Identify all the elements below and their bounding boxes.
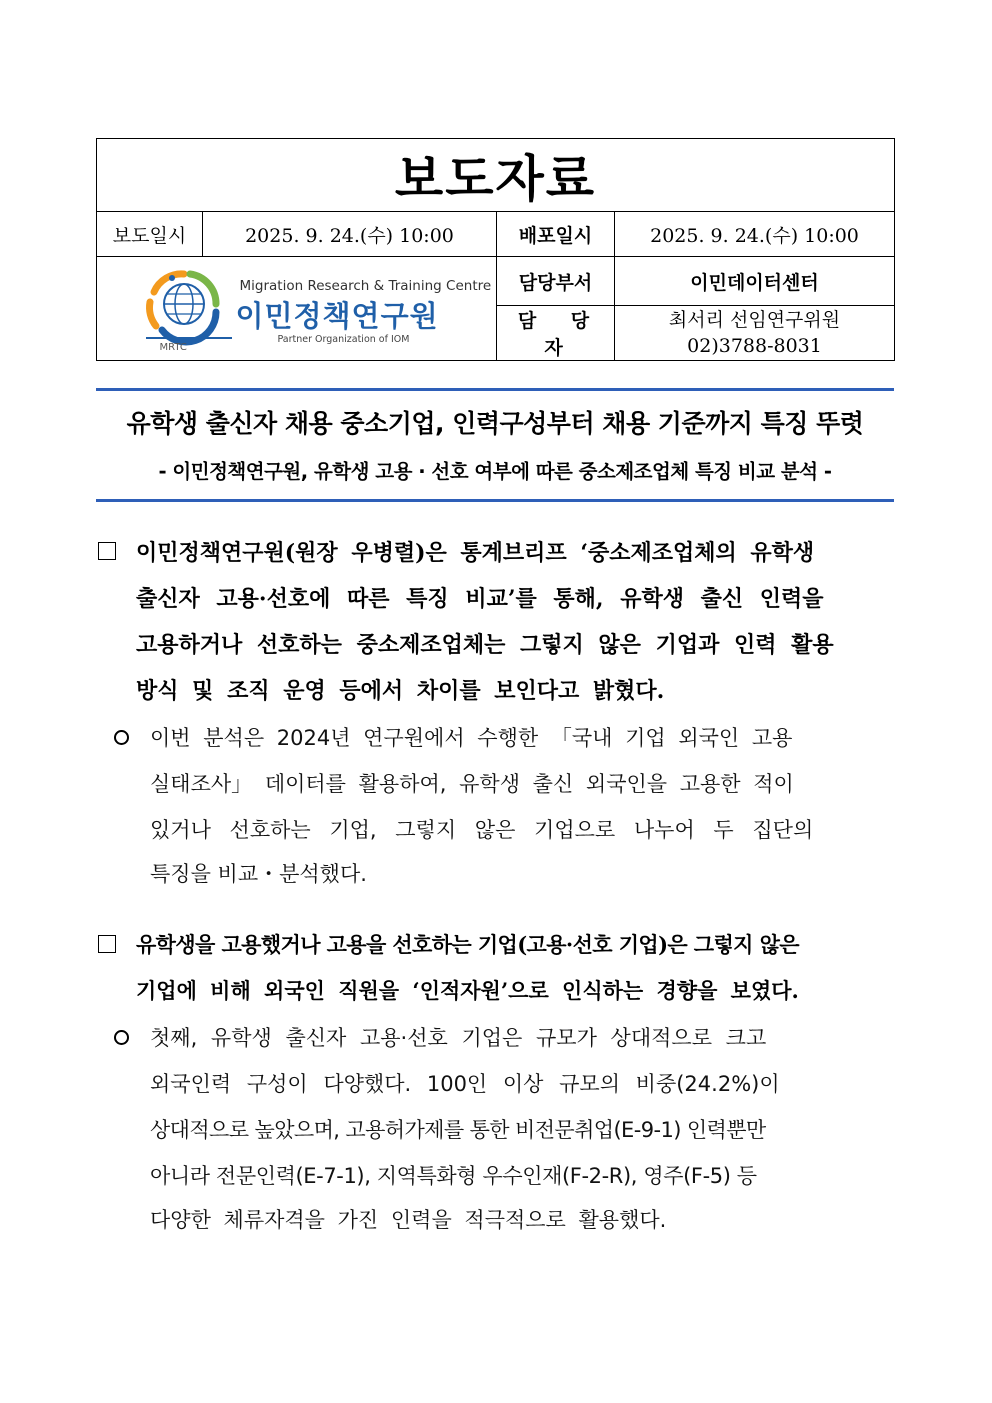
section2-checkbox xyxy=(98,935,116,953)
headline: 유학생 출신자 채용 중소기업, 인력구성부터 채용 기준까지 특징 뚜렷 xyxy=(126,409,864,438)
top-rule xyxy=(96,388,894,391)
distribute-date: 2025. 9. 24.(수) 10:00 xyxy=(615,212,895,257)
section1-checkbox xyxy=(98,542,116,560)
contact-label: 담 당 자 xyxy=(497,306,615,361)
section2-bullet-line-5: 다양한 체류자격을 가진 인력을 적극적으로 활용했다. xyxy=(150,1208,667,1232)
distribute-date-label: 배포일시 xyxy=(497,212,615,257)
section2-bullet-line-3: 상대적으로 높았으며, 고용허가제를 통한 비전문취업(E-9-1) 인력뿐만 xyxy=(150,1118,766,1142)
contact-name: 최서리 선임연구위원 xyxy=(668,309,841,331)
section1-line-1: 이민정책연구원(원장 우병렬)은 통계브리프 ‘중소제조업체의 유학생 xyxy=(136,540,815,566)
section1-bullet xyxy=(114,730,129,745)
logo-korean-name: 이민정책연구원 xyxy=(235,298,439,333)
section1-bullet-line-3: 있거나 선호하는 기업, 그렇지 않은 기업으로 나누어 두 집단의 xyxy=(150,818,814,842)
contact-phone: 02)3788-8031 xyxy=(687,335,822,357)
section2-bullet-line-4: 아니라 전문인력(E-7-1), 지역특화형 우수인재(F-2-R), 영주(F-5) 등 xyxy=(150,1164,757,1188)
subheadline: - 이민정책연구원, 유학생 고용 · 선호 여부에 따른 중소제조업체 특징 비교 분석 - xyxy=(158,460,832,483)
section2-line-1: 유학생을 고용했거나 고용을 선호하는 기업(고용·선호 기업)은 그렇지 않은 xyxy=(136,932,799,957)
release-date: 2025. 9. 24.(수) 10:00 xyxy=(203,212,497,257)
section2-bullet-line-2: 외국인력 구성이 다양했다. 100인 이상 규모의 비중(24.2%)이 xyxy=(150,1072,780,1096)
release-date-label: 보도일시 xyxy=(97,212,203,257)
logo-cell xyxy=(97,257,497,361)
document-title: 보도자료 xyxy=(97,139,895,212)
logo-english-name: Migration Research & Training Centre xyxy=(239,277,492,294)
header-table xyxy=(96,138,895,361)
logo-abbr: MRTC xyxy=(159,341,187,353)
mrtc-logo xyxy=(132,264,492,354)
bottom-rule xyxy=(96,499,894,502)
section1-line-2: 출신자 고용·선호에 따른 특징 비교’를 통해, 유학생 출신 인력을 xyxy=(136,586,824,612)
section1-bullet-line-2: 실태조사」 데이터를 활용하여, 유학생 출신 외국인을 고용한 적이 xyxy=(150,772,794,796)
section1-line-4: 방식 및 조직 운영 등에서 차이를 보인다고 밝혔다. xyxy=(136,678,665,704)
dept-label: 담당부서 xyxy=(497,257,615,306)
contact-value xyxy=(615,306,895,361)
section1-bullet-line-4: 특징을 비교・분석했다. xyxy=(150,862,367,886)
dept-value: 이민데이터센터 xyxy=(615,257,895,306)
section2-bullet xyxy=(114,1030,129,1045)
section2-bullet-line-1: 첫째, 유학생 출신자 고용·선호 기업은 규모가 상대적으로 크고 xyxy=(150,1026,767,1050)
logo-subtitle: Partner Organization of IOM xyxy=(277,333,410,345)
section2-line-2: 기업에 비해 외국인 직원을 ‘인적자원’으로 인식하는 경향을 보였다. xyxy=(136,978,799,1003)
section1-line-3: 고용하거나 선호하는 중소제조업체는 그렇지 않은 기업과 인력 활용 xyxy=(136,632,834,658)
section1-bullet-line-1: 이번 분석은 2024년 연구원에서 수행한 「국내 기업 외국인 고용 xyxy=(150,726,793,750)
globe-icon xyxy=(132,264,242,354)
